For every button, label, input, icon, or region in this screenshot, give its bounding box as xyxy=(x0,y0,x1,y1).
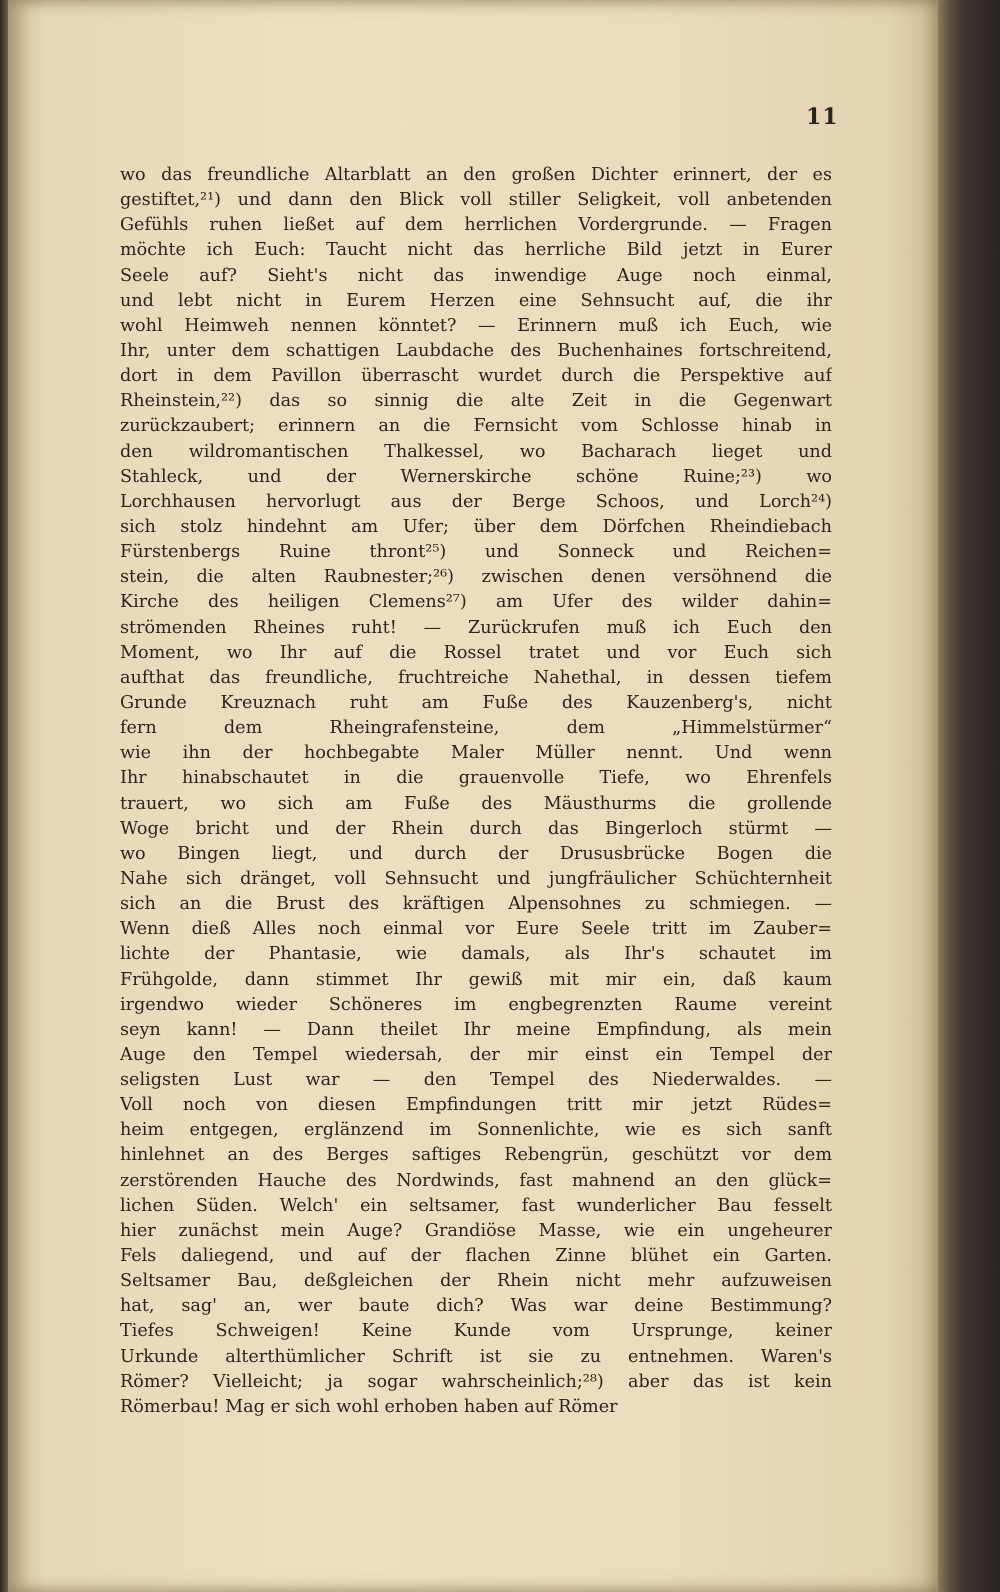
text-line: strömenden Rheines ruht! — Zurückrufen muß ich Euch den xyxy=(120,617,832,638)
text-line: hier zunächst mein Auge? Grandiöse Masse, wie ein ungeheurer xyxy=(120,1220,832,1241)
text-line: Voll noch von diesen Empfindungen tritt mir jetzt Rüdes= xyxy=(120,1095,832,1116)
page-number: 11 xyxy=(806,104,839,130)
text-line: gestiftet,²¹) und dann den Blick voll stiller Seligkeit, voll anbetenden xyxy=(120,190,832,211)
text-line: Fels daliegend, und auf der flachen Zinne blühet ein Garten. xyxy=(120,1246,832,1267)
text-line: sich an die Brust des kräftigen Alpensohnes zu schmiegen. — xyxy=(120,894,832,915)
text-line: Moment, wo Ihr auf die Rossel tratet und vor Euch sich xyxy=(120,642,832,663)
text-line: Woge bricht und der Rhein durch das Bingerloch stürmt — xyxy=(120,818,832,839)
text-line: Auge den Tempel wiedersah, der mir einst ein Tempel der xyxy=(120,1044,832,1065)
text-line: sich stolz hindehnt am Ufer; über dem Dörfchen Rheindiebach xyxy=(120,516,832,537)
body-text xyxy=(120,163,832,1420)
text-line: zurückzaubert; erinnern an die Fernsicht vom Schlosse hinab in xyxy=(120,416,832,437)
text-line: stein, die alten Raubnester;²⁶) zwischen denen versöhnend die xyxy=(120,567,832,588)
text-line: Wenn dieß Alles noch einmal vor Eure Seele tritt im Zauber= xyxy=(120,919,832,940)
text-line: trauert, wo sich am Fuße des Mäusthurms die grollende xyxy=(120,793,832,814)
text-line: hat, sag' an, wer baute dich? Was war deine Bestimmung? xyxy=(120,1296,832,1317)
text-line: dort in dem Pavillon überrascht wurdet durch die Perspektive auf xyxy=(120,366,832,387)
text-line: Ihr hinabschautet in die grauenvolle Tiefe, wo Ehrenfels xyxy=(120,768,832,789)
text-line: und lebt nicht in Eurem Herzen eine Sehnsucht auf, die ihr xyxy=(120,290,832,311)
text-line: seyn kann! — Dann theilet Ihr meine Empfindung, als mein xyxy=(120,1019,832,1040)
text-line: Tiefes Schweigen! Keine Kunde vom Ursprunge, keiner xyxy=(120,1321,832,1342)
text-line: Gefühls ruhen ließet auf dem herrlichen Vordergrunde. — Fragen xyxy=(120,215,832,236)
text-line: irgendwo wieder Schöneres im engbegrenzten Raume vereint xyxy=(120,994,832,1015)
text-line: wie ihn der hochbegabte Maler Müller nennt. Und wenn xyxy=(120,743,832,764)
text-line: fern dem Rheingrafensteine, dem „Himmelstürmer“ xyxy=(120,718,832,739)
text-line: Nahe sich dränget, voll Sehnsucht und jungfräulicher Schüchternheit xyxy=(120,868,832,889)
text-line: Kirche des heiligen Clemens²⁷) am Ufer des wilder dahin= xyxy=(120,592,832,613)
text-line: Seele auf? Sieht's nicht das inwendige Auge noch einmal, xyxy=(120,265,832,286)
text-line: lichte der Phantasie, wie damals, als Ihr's schautet im xyxy=(120,944,832,965)
text-line: wo Bingen liegt, und durch der Drususbrücke Bogen die xyxy=(120,843,832,864)
text-line: Ihr, unter dem schattigen Laubdache des Buchenhaines fortschreitend, xyxy=(120,340,832,361)
text-line: zerstörenden Hauche des Nordwinds, fast mahnend an den glück= xyxy=(120,1170,832,1191)
text-line: Seltsamer Bau, deßgleichen der Rhein nicht mehr aufzuweisen xyxy=(120,1271,832,1292)
text-line: Römerbau! Mag er sich wohl erhoben haben auf Römer xyxy=(120,1396,618,1417)
page-edge-shadow xyxy=(938,0,1000,1592)
text-line: aufthat das freundliche, fruchtreiche Nahethal, in dessen tiefem xyxy=(120,667,832,688)
text-line: Frühgolde, dann stimmet Ihr gewiß mit mir ein, daß kaum xyxy=(120,969,832,990)
text-line: Urkunde alterthümlicher Schrift ist sie zu entnehmen. Waren's xyxy=(120,1346,832,1367)
text-line: den wildromantischen Thalkessel, wo Bacharach lieget und xyxy=(120,441,832,462)
text-line: Römer? Vielleicht; ja sogar wahrscheinlich;²⁸) aber das ist kein xyxy=(120,1371,832,1392)
text-line: Lorchhausen hervorlugt aus der Berge Schoos, und Lorch²⁴) xyxy=(120,491,832,512)
text-line: wo das freundliche Altarblatt an den großen Dichter erinnert, der es xyxy=(120,165,832,185)
text-line: seligsten Lust war — den Tempel des Niederwaldes. — xyxy=(120,1070,832,1091)
text-line: Stahleck, und der Wernerskirche schöne Ruine;²³) wo xyxy=(120,466,832,487)
text-line: Grunde Kreuznach ruht am Fuße des Kauzenberg's, nicht xyxy=(120,692,832,713)
text-line: möchte ich Euch: Taucht nicht das herrliche Bild jetzt in Eurer xyxy=(120,240,832,261)
text-line: heim entgegen, erglänzend im Sonnenlichte, wie es sich sanft xyxy=(120,1120,832,1141)
text-line: lichen Süden. Welch' ein seltsamer, fast wunderlicher Bau fesselt xyxy=(120,1195,832,1216)
text-line: Rheinstein,²²) das so sinnig die alte Zeit in die Gegenwart xyxy=(120,391,832,412)
text-line: Fürstenbergs Ruine thront²⁵) und Sonneck und Reichen= xyxy=(120,542,832,563)
text-line: hinlehnet an des Berges saftiges Rebengrün, geschützt vor dem xyxy=(120,1145,832,1166)
text-line: wohl Heimweh nennen könntet? — Erinnern muß ich Euch, wie xyxy=(120,315,832,336)
